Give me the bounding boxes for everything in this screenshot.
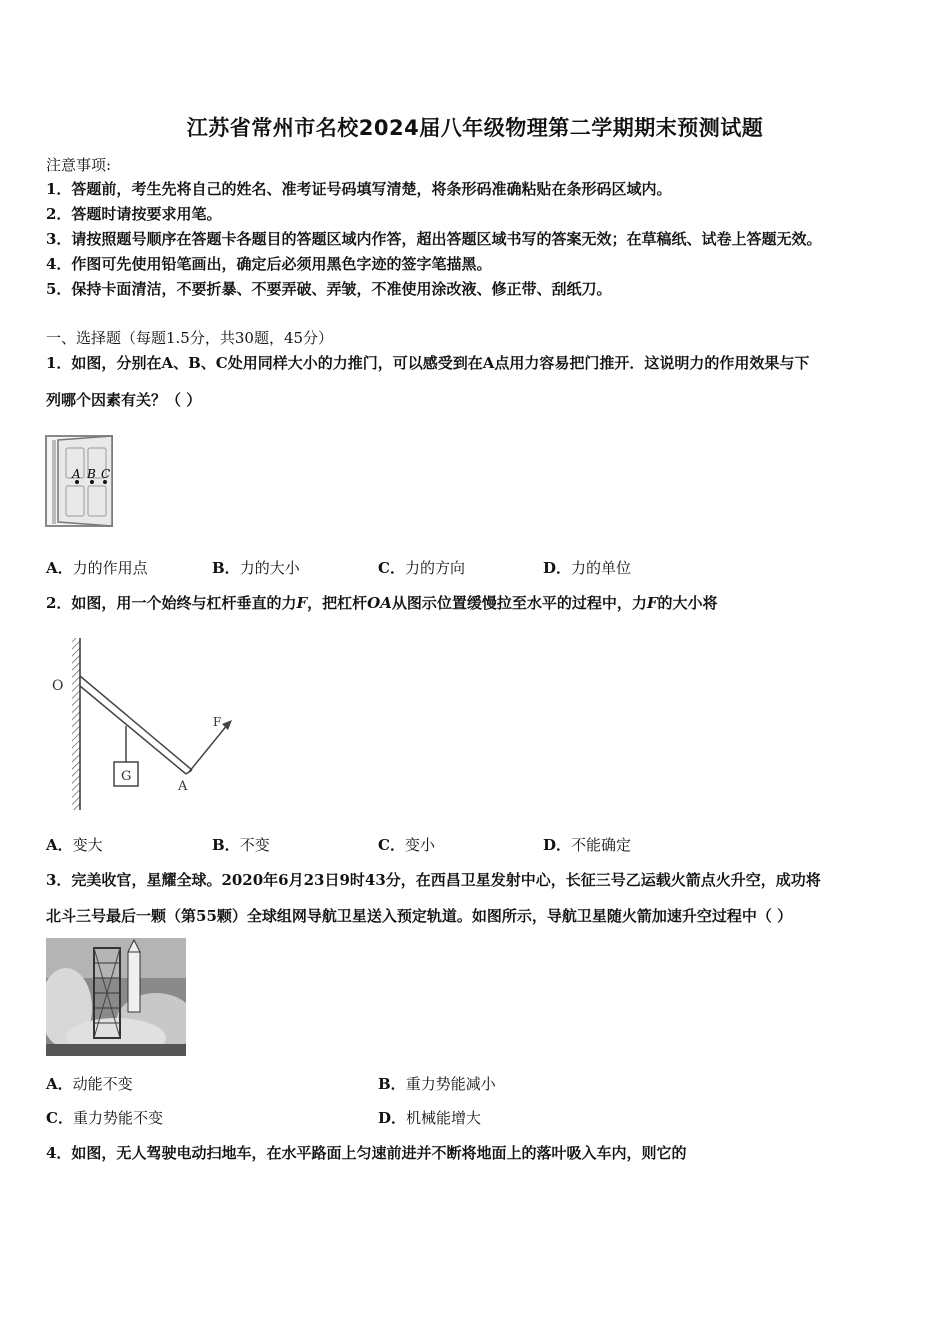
section-heading: 一、选择题（每题1.5分，共30题，45分） bbox=[46, 329, 334, 347]
question-4-text: 4．如图，无人驾驶电动扫地车，在水平路面上匀速前进并不断将地面上的落叶吸入车内，则它的 bbox=[46, 1144, 687, 1162]
note-item: 5．保持卡面清洁，不要折暴、不要弄破、弄皱，不准使用涂改液、修正带、刮纸刀。 bbox=[46, 280, 612, 298]
q2-option-b: B．不变 bbox=[212, 836, 270, 854]
q3-option-d: D．机械能增大 bbox=[378, 1109, 482, 1127]
notes-heading: 注意事项: bbox=[46, 156, 112, 174]
question-1-text-cont: 列哪个因素有关？（ ） bbox=[46, 391, 202, 409]
lever-label-g: G bbox=[121, 769, 132, 784]
lever-label-o: O bbox=[52, 678, 64, 694]
lever-figure bbox=[46, 632, 246, 814]
note-item: 1．答题前，考生先将自己的姓名、准考证号码填写清楚，将条形码准确粘贴在条形码区域内。 bbox=[46, 180, 672, 198]
page-title: 江苏省常州市名校2024届八年级物理第二学期期末预测试题 bbox=[186, 116, 764, 140]
question-2-text: 2．如图，用一个始终与杠杆垂直的力F，把杠杆OA从图示位置缓慢拉至水平的过程中，力F的大小将 bbox=[46, 594, 718, 612]
rocket-launch-photo bbox=[46, 938, 186, 1056]
door-label-a: A bbox=[72, 467, 81, 481]
note-item: 3．请按照题号顺序在答题卡各题目的答题区域内作答，超出答题区域书写的答案无效；在草稿纸、试卷上答题无效。 bbox=[46, 230, 822, 248]
note-item: 2．答题时请按要求用笔。 bbox=[46, 205, 222, 223]
door-label-c: C bbox=[101, 467, 111, 481]
q1-option-c: C．力的方向 bbox=[378, 559, 465, 577]
lever-label-a: A bbox=[178, 779, 188, 794]
q2-option-a: A．变大 bbox=[46, 836, 103, 854]
q3-option-b: B．重力势能减小 bbox=[378, 1075, 496, 1093]
q1-option-b: B．力的大小 bbox=[212, 559, 300, 577]
q3-option-a: A．动能不变 bbox=[46, 1075, 133, 1093]
question-3-text-cont: 北斗三号最后一颗（第55颗）全球组网导航卫星送入预定轨道。如图所示，导航卫星随火箭加速升空过程中（ ） bbox=[46, 907, 793, 925]
door-figure bbox=[44, 432, 120, 530]
q1-option-a: A．力的作用点 bbox=[46, 559, 148, 577]
question-1-text: 1．如图，分别在A、B、C处用同样大小的力推门，可以感受到在A点用力容易把门推开．这说明力的作用效果与下 bbox=[46, 354, 810, 372]
door-label-b: B bbox=[87, 467, 96, 481]
note-item: 4．作图可先使用铅笔画出，确定后必须用黑色字迹的签字笔描黑。 bbox=[46, 255, 492, 273]
q1-option-d: D．力的单位 bbox=[543, 559, 632, 577]
lever-label-f: F bbox=[213, 715, 222, 729]
q2-option-c: C．变小 bbox=[378, 836, 435, 854]
question-3-text: 3．完美收官，星耀全球。2020年6月23日9时43分，在西昌卫星发射中心，长征三号乙运载火箭点火升空，成功将 bbox=[46, 871, 821, 889]
q3-option-c: C．重力势能不变 bbox=[46, 1109, 163, 1127]
q2-option-d: D．不能确定 bbox=[543, 836, 632, 854]
